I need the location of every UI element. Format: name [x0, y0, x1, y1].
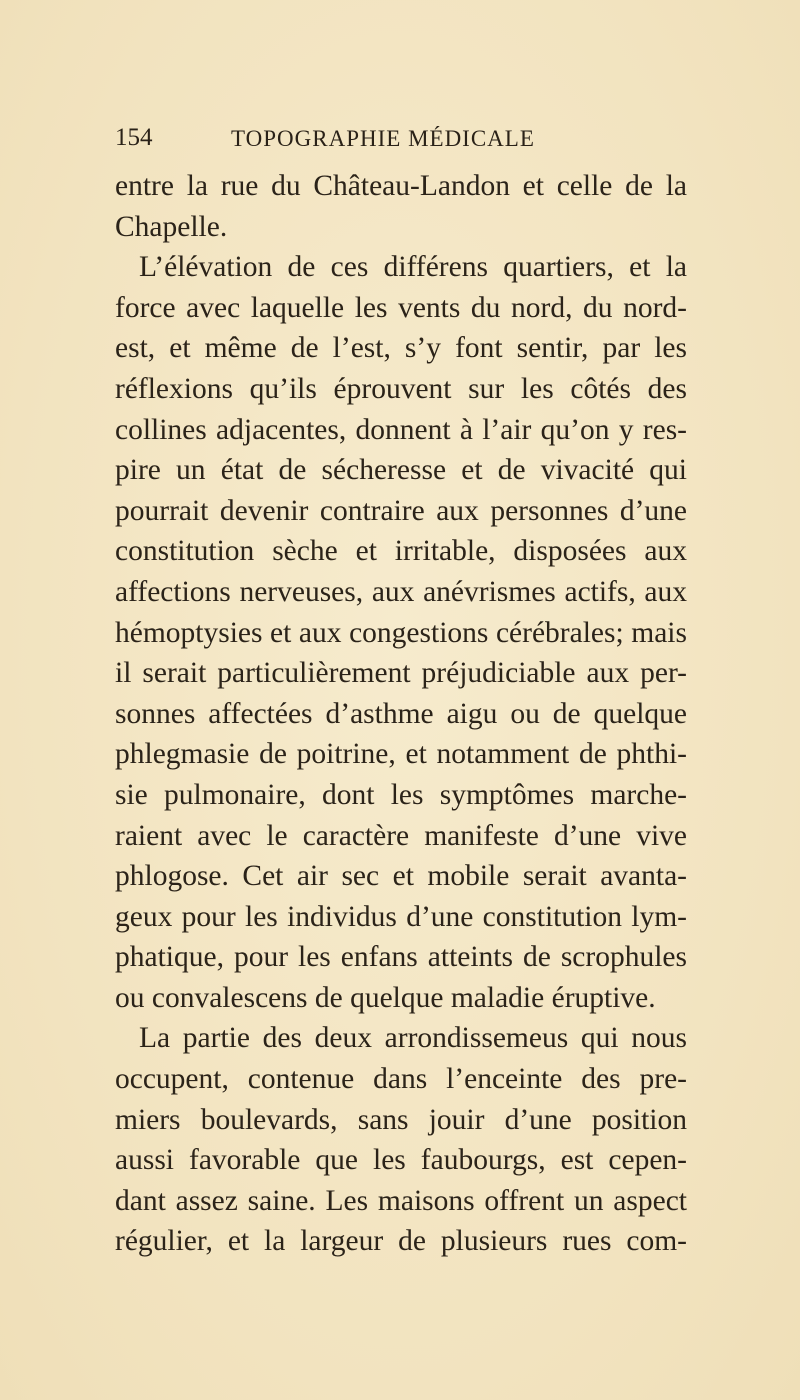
text-line: entre la rue du Château-Landon et celle de la — [115, 170, 687, 202]
page-number: 154 — [115, 124, 153, 151]
body-text — [115, 166, 687, 1262]
text-line: phatique, pour les enfans atteints de scrophules — [115, 941, 687, 974]
text-line: miers boulevards, sans jouir d’une position — [115, 1103, 687, 1136]
text-line: La partie des deux arrondissemeus qui nous — [139, 1022, 687, 1055]
text-line: occupent, contenue dans l’enceinte des pre- — [115, 1063, 687, 1096]
text-line: il serait particulièrement préjudiciable aux per- — [115, 657, 687, 690]
page-header — [115, 124, 690, 160]
text-line: raient avec le caractère manifeste d’une vive — [115, 819, 687, 852]
text-line: pire un état de sécheresse et de vivacité qui — [115, 454, 687, 487]
text-line: réflexions qu’ils éprouvent sur les côtés des — [115, 372, 687, 405]
text-line: hémoptysies et aux congestions cérébrales; mais — [115, 616, 687, 649]
text-line: Chapelle. — [115, 210, 228, 243]
text-line: affections nerveuses, aux anévrismes actifs, aux — [115, 575, 687, 608]
text-line: geux pour les individus d’une constitution lym- — [115, 900, 687, 933]
text-line: collines adjacentes, donnent à l’air qu’on y res- — [115, 413, 687, 446]
text-line: sie pulmonaire, dont les symptômes marche- — [115, 778, 687, 811]
text-line: phlegmasie de poitrine, et notamment de phthi- — [115, 738, 687, 771]
text-line: régulier, et la largeur de plusieurs rues com- — [115, 1225, 687, 1258]
text-line: est, et même de l’est, s’y font sentir, par les — [115, 332, 687, 365]
running-title: TOPOGRAPHIE MÉDICALE — [231, 126, 535, 151]
text-line: L’élévation de ces différens quartiers, et la — [139, 251, 687, 284]
text-line: aussi favorable que les faubourgs, est cepen- — [115, 1144, 687, 1177]
text-line: dant assez saine. Les maisons offrent un aspect — [115, 1184, 687, 1217]
text-line: ou convalescens de quelque maladie éruptive. — [115, 981, 656, 1014]
text-line: sonnes affectées d’asthme aigu ou de quelque — [115, 697, 687, 730]
text-line: force avec laquelle les vents du nord, du nord- — [115, 291, 687, 324]
text-line: constitution sèche et irritable, disposées aux — [115, 535, 687, 568]
text-line: pourrait devenir contraire aux personnes d’une — [115, 494, 687, 527]
text-line: phlogose. Cet air sec et mobile serait avanta- — [115, 860, 687, 893]
